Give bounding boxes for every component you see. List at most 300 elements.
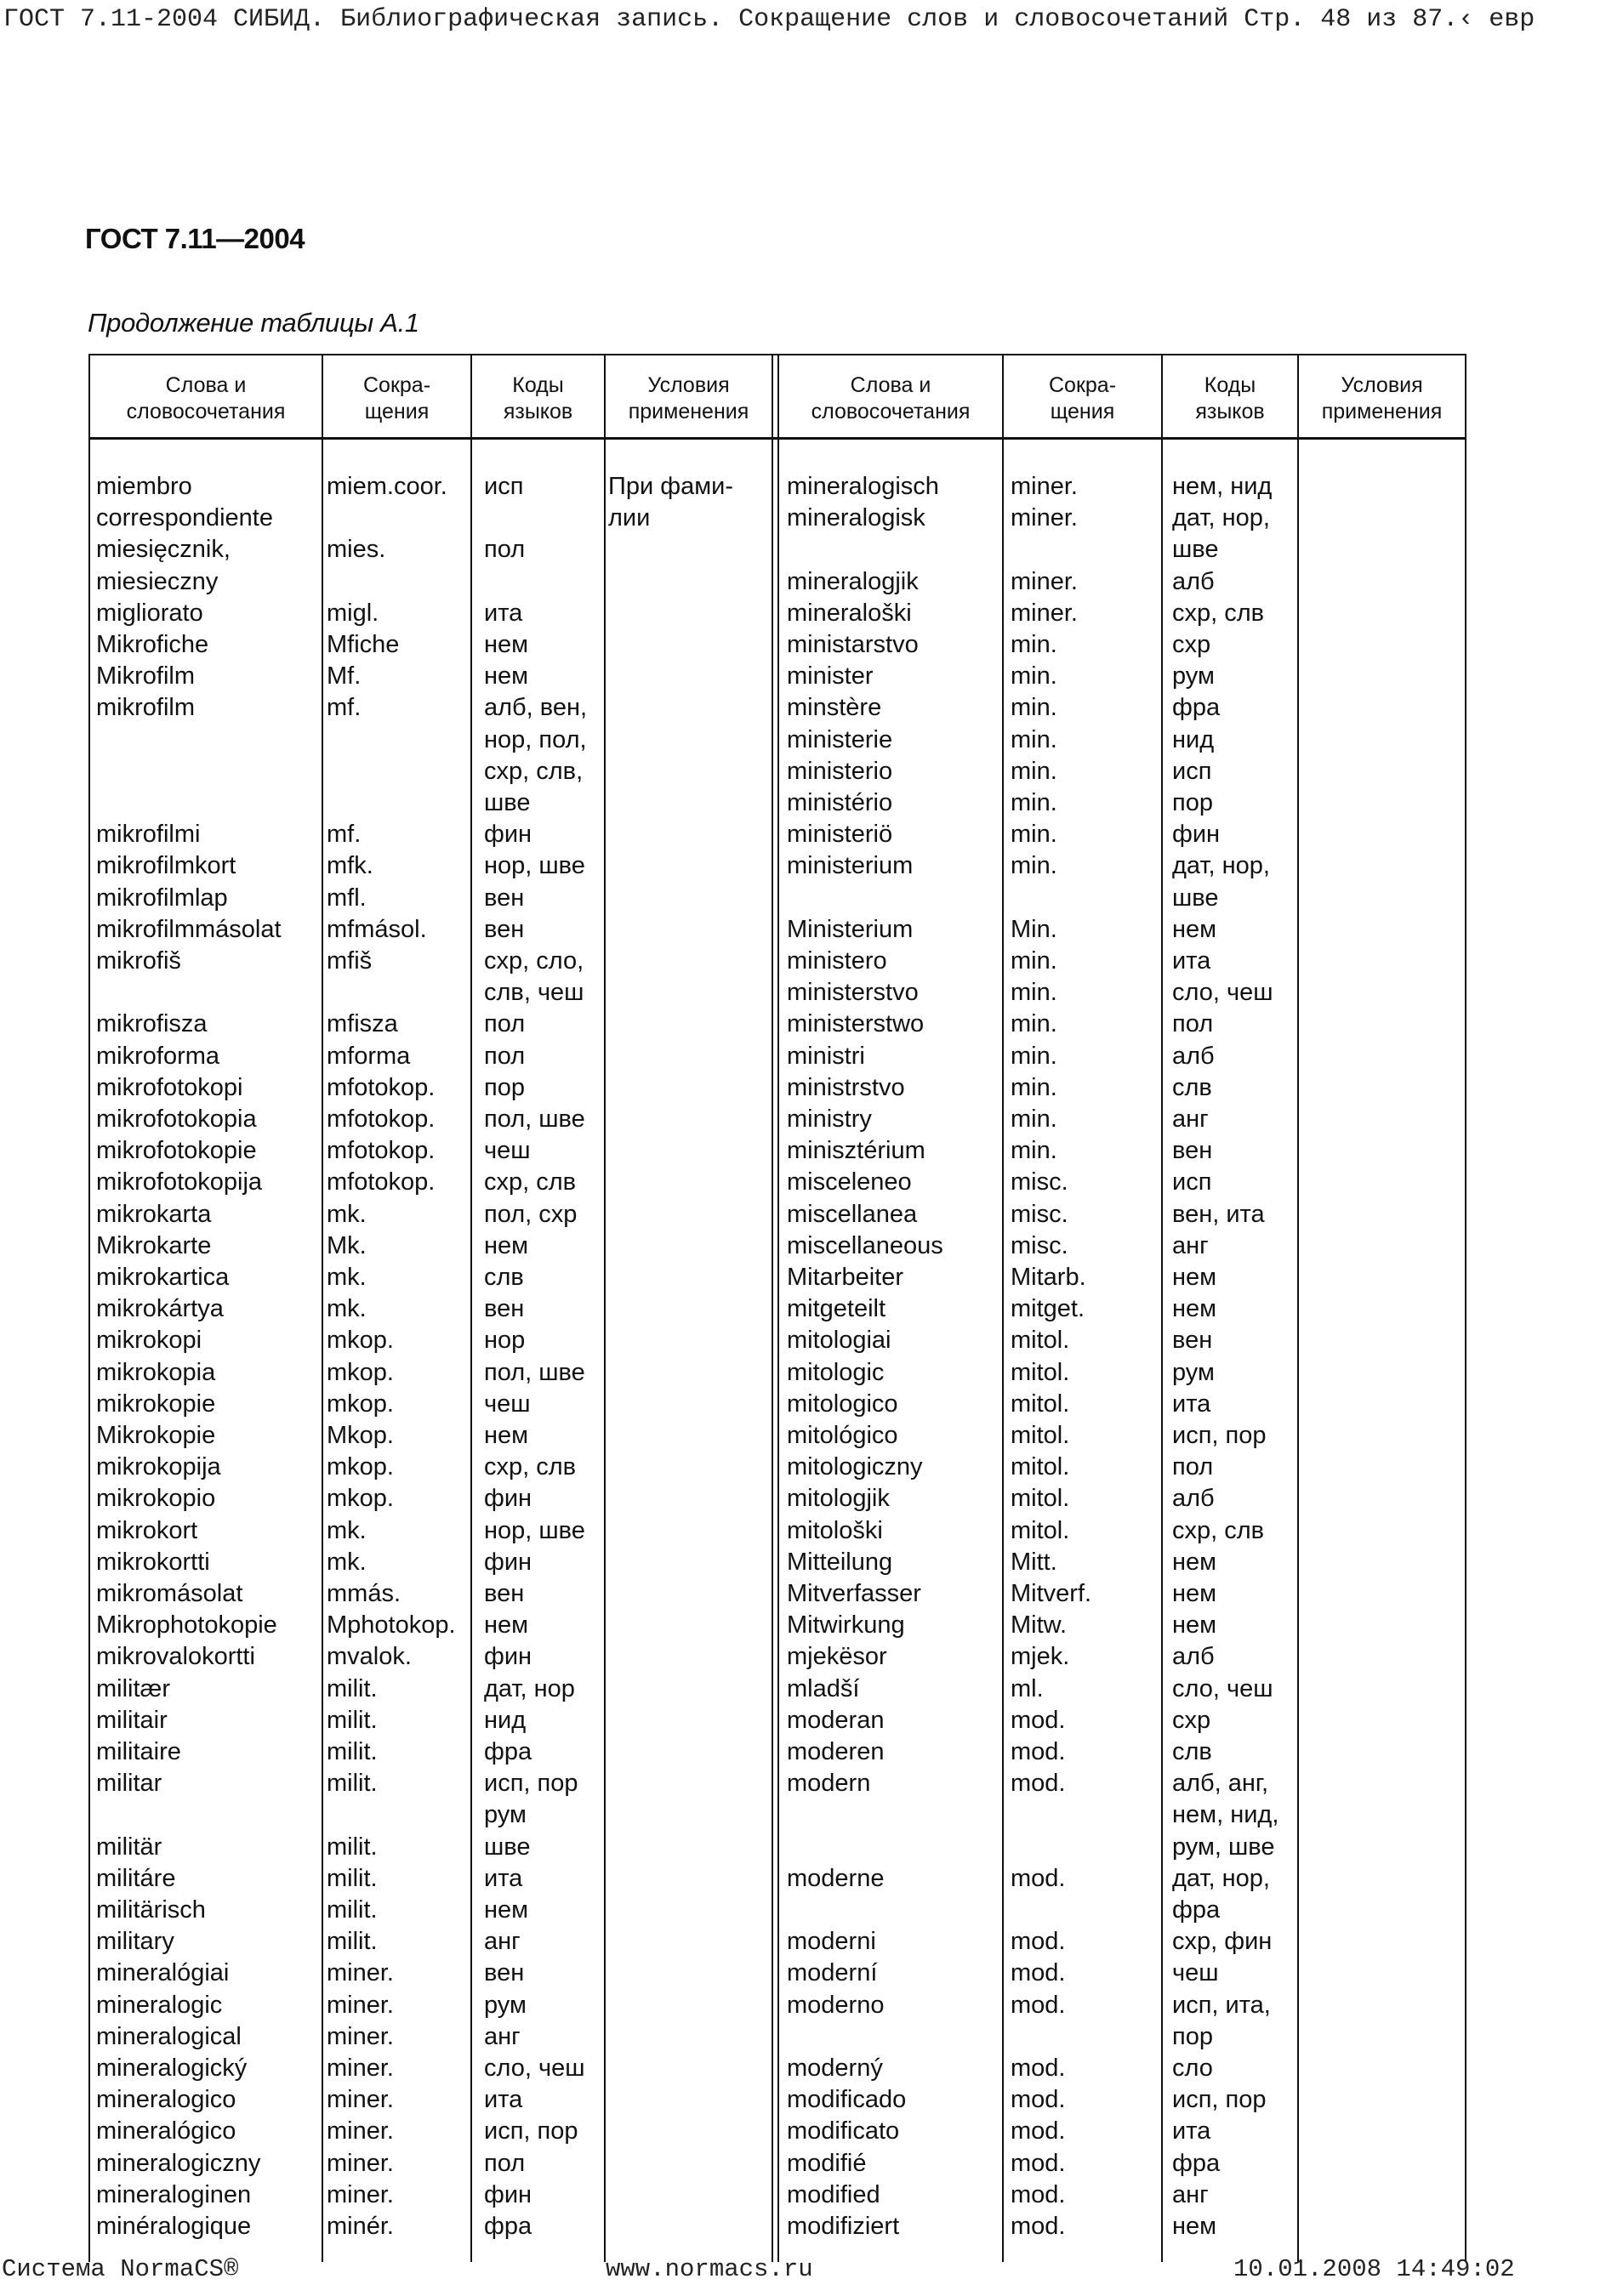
cell-word-right: Mitarbeiter xyxy=(787,1264,903,1291)
cell-lang-codes-left: нид xyxy=(484,1706,527,1734)
cell-lang-codes-left: нем xyxy=(484,1896,529,1924)
cell-lang-codes-left: нем xyxy=(484,1231,529,1259)
table-row xyxy=(0,1958,1623,1989)
table-row xyxy=(0,1135,1623,1167)
table-row xyxy=(0,1578,1623,1610)
cell-lang-codes-right: вен xyxy=(1172,1137,1213,1165)
table-row xyxy=(0,1167,1623,1198)
cell-lang-codes-right: нем, нид xyxy=(1172,473,1273,500)
cell-abbrev-left: mf. xyxy=(327,821,362,849)
cell-abbrev-right: mod. xyxy=(1011,2149,1066,2177)
cell-word-right: mitologjik xyxy=(787,1485,890,1513)
cell-word-right: mitológico xyxy=(787,1422,898,1449)
cell-word-left: mikrofilmlap xyxy=(96,884,228,912)
cell-lang-codes-right: ита xyxy=(1172,947,1211,975)
cell-lang-codes-right: дат, нор, xyxy=(1172,504,1270,532)
cell-abbrev-right: mod. xyxy=(1011,2213,1066,2240)
cell-abbrev-right: min. xyxy=(1011,1073,1057,1101)
cell-abbrev-right: misc. xyxy=(1011,1200,1068,1228)
cell-word-left: mikrokopija xyxy=(96,1453,221,1481)
document-code: ГОСТ 7.11—2004 xyxy=(85,223,305,254)
table-row xyxy=(0,1799,1623,1831)
cell-abbrev-right: min. xyxy=(1011,979,1057,1007)
cell-abbrev-left: mfiš xyxy=(327,947,373,975)
cell-word-right: mitgeteilt xyxy=(787,1295,886,1323)
cell-word-right: mladší xyxy=(787,1674,860,1702)
cell-abbrev-right: Mitw. xyxy=(1011,1611,1068,1640)
table-row xyxy=(0,1262,1623,1293)
cell-abbrev-left: mk. xyxy=(327,1200,367,1228)
cell-word-right: minister xyxy=(787,662,874,691)
cell-lang-codes-right: алб xyxy=(1172,1485,1215,1513)
cell-lang-codes-left: фра xyxy=(484,1738,532,1765)
cell-abbrev-left: mk. xyxy=(327,1516,367,1544)
cell-conditions-left: При фами- xyxy=(608,473,734,500)
cell-abbrev-left: migl. xyxy=(327,599,379,627)
cell-abbrev-left: milit. xyxy=(327,1864,378,1892)
cell-lang-codes-left: фин xyxy=(484,1643,532,1671)
cell-word-left: mikrofotokopia xyxy=(96,1105,257,1133)
table-row xyxy=(0,725,1623,756)
table-row xyxy=(0,1832,1623,1863)
cell-lang-codes-left: рум xyxy=(484,1991,527,2019)
cell-abbrev-left: mk. xyxy=(327,1295,367,1323)
cell-lang-codes-left: шве xyxy=(484,1833,531,1861)
cell-lang-codes-right: ита xyxy=(1172,2117,1211,2145)
cell-lang-codes-right: пор xyxy=(1172,2022,1213,2050)
cell-word-right: mitologiczny xyxy=(787,1453,923,1481)
cell-lang-codes-left: схр, слв xyxy=(484,1453,577,1481)
cell-word-left: militärisch xyxy=(96,1896,206,1924)
cell-abbrev-left: miner. xyxy=(327,1959,394,1987)
cell-word-right: mineraloški xyxy=(787,599,912,627)
cell-word-right: mineralogjik xyxy=(787,567,919,595)
cell-lang-codes-left: слв, чеш xyxy=(484,979,584,1007)
table-row xyxy=(0,566,1623,598)
cell-abbrev-right: miner. xyxy=(1011,599,1078,627)
cell-lang-codes-right: пол xyxy=(1172,1453,1214,1481)
cell-lang-codes-left: дат, нор xyxy=(484,1674,575,1702)
cell-abbrev-right: min. xyxy=(1011,757,1057,785)
table-row xyxy=(0,1515,1623,1547)
cell-lang-codes-right: ита xyxy=(1172,1390,1211,1418)
cell-abbrev-left: mfisza xyxy=(327,1010,398,1038)
cell-lang-codes-right: нем xyxy=(1172,1295,1217,1323)
cell-abbrev-left: mfotokop. xyxy=(327,1137,436,1165)
cell-lang-codes-right: слв xyxy=(1172,1738,1212,1765)
cell-abbrev-left: miner. xyxy=(327,2180,394,2208)
cell-lang-codes-right: нем xyxy=(1172,1548,1217,1576)
cell-word-right: moderen xyxy=(787,1738,885,1765)
cell-lang-codes-left: анг xyxy=(484,1928,521,1956)
cell-abbrev-left: milit. xyxy=(327,1770,378,1798)
cell-abbrev-left: miner. xyxy=(327,1991,394,2019)
cell-abbrev-left: miner. xyxy=(327,2054,394,2082)
cell-word-right: ministry xyxy=(787,1105,872,1133)
cell-word-left: mineralógico xyxy=(96,2117,236,2145)
cell-word-right: moderno xyxy=(787,1991,885,2019)
cell-word-right: misceleneo xyxy=(787,1168,912,1196)
cell-abbrev-right: mod. xyxy=(1011,2054,1066,2082)
cell-abbrev-left: milit. xyxy=(327,1928,378,1956)
cell-lang-codes-right: алб, анг, xyxy=(1172,1770,1269,1798)
table-row xyxy=(0,1863,1623,1895)
cell-lang-codes-left: пол, шве xyxy=(484,1105,585,1133)
cell-abbrev-right: mod. xyxy=(1011,1770,1066,1798)
cell-word-right: modifiziert xyxy=(787,2213,900,2240)
cell-word-left: militáre xyxy=(96,1864,176,1892)
cell-word-right: moderne xyxy=(787,1864,885,1892)
cell-lang-codes-left: чеш xyxy=(484,1390,531,1418)
table-row xyxy=(0,1768,1623,1799)
cell-word-right: ministrstvo xyxy=(787,1073,905,1101)
cell-abbrev-right: mitol. xyxy=(1011,1327,1070,1355)
cell-word-right: ministri xyxy=(787,1042,865,1070)
cell-abbrev-left: mkop. xyxy=(327,1453,394,1481)
table-row xyxy=(0,1072,1623,1104)
table-row xyxy=(0,756,1623,787)
cell-lang-codes-left: нор, шве xyxy=(484,1516,585,1544)
table-row xyxy=(0,1547,1623,1578)
cell-word-right: modifié xyxy=(787,2149,867,2177)
cell-lang-codes-right: вен xyxy=(1172,1327,1213,1355)
cell-lang-codes-left: вен xyxy=(484,915,525,943)
cell-abbrev-right: mod. xyxy=(1011,1706,1066,1734)
footer-system-name: Система NormaCS® xyxy=(2,2255,239,2283)
table-caption: Продолжение таблицы А.1 xyxy=(88,308,419,338)
table-row xyxy=(0,692,1623,724)
cell-word-left: miesieczny xyxy=(96,567,219,595)
cell-lang-codes-left: схр, слв, xyxy=(484,757,584,785)
table-row xyxy=(0,471,1623,503)
cell-lang-codes-left: фин xyxy=(484,2180,532,2208)
cell-word-left: mikrokarta xyxy=(96,1200,212,1228)
cell-abbrev-left: miem.coor. xyxy=(327,473,447,500)
cell-lang-codes-right: нем xyxy=(1172,915,1217,943)
cell-lang-codes-right: фра xyxy=(1172,2149,1221,2177)
cell-lang-codes-left: чеш xyxy=(484,1137,531,1165)
cell-word-left: migliorato xyxy=(96,599,203,627)
table-row xyxy=(0,1199,1623,1230)
cell-lang-codes-right: шве xyxy=(1172,536,1219,564)
cell-abbrev-left: minér. xyxy=(327,2213,394,2240)
cell-lang-codes-right: дат, нор, xyxy=(1172,1864,1270,1892)
table-row xyxy=(0,2021,1623,2053)
cell-lang-codes-left: пол, схр xyxy=(484,1200,578,1228)
cell-lang-codes-right: рум xyxy=(1172,1358,1215,1386)
cell-lang-codes-right: исп, пор xyxy=(1172,1422,1267,1449)
cell-lang-codes-right: пол xyxy=(1172,1010,1214,1038)
cell-word-right: Mitteilung xyxy=(787,1548,893,1576)
table-row xyxy=(0,819,1623,850)
cell-abbrev-right: min. xyxy=(1011,662,1057,691)
running-header: ГОСТ 7.11-2004 СИБИД. Библиографическая запись. Сокращение слов и словосочетаний Стр. 48 из 87.‹ евр xyxy=(3,5,1535,34)
cell-abbrev-left: miner. xyxy=(327,2149,394,2177)
cell-lang-codes-left: пол, шве xyxy=(484,1358,585,1386)
cell-word-right: mineralogisk xyxy=(787,504,925,532)
cell-lang-codes-left: пол xyxy=(484,1042,526,1070)
table-row xyxy=(0,1357,1623,1389)
footer-website: www.normacs.ru xyxy=(606,2255,813,2283)
cell-abbrev-right: min. xyxy=(1011,1137,1057,1165)
cell-lang-codes-left: фин xyxy=(484,1548,532,1576)
cell-lang-codes-right: вен, ита xyxy=(1172,1200,1265,1228)
cell-lang-codes-left: вен xyxy=(484,884,525,912)
cell-lang-codes-left: исп, пор xyxy=(484,1770,578,1798)
column-header: Условия применения xyxy=(1321,373,1443,423)
cell-abbrev-left: mfotokop. xyxy=(327,1073,436,1101)
cell-lang-codes-left: фин xyxy=(484,821,532,849)
cell-abbrev-left: Mkop. xyxy=(327,1422,394,1449)
cell-abbrev-left: milit. xyxy=(327,1833,378,1861)
cell-word-right: ministerstvo xyxy=(787,979,919,1007)
table-row xyxy=(0,1895,1623,1926)
cell-lang-codes-right: слв xyxy=(1172,1073,1212,1101)
cell-abbrev-right: mod. xyxy=(1011,2180,1066,2208)
cell-abbrev-right: mod. xyxy=(1011,1959,1066,1987)
cell-lang-codes-left: нор xyxy=(484,1327,526,1355)
cell-word-left: mineraloginen xyxy=(96,2180,252,2208)
cell-word-left: military xyxy=(96,1928,174,1956)
cell-abbrev-right: miner. xyxy=(1011,567,1078,595)
cell-word-left: mikrovalokortti xyxy=(96,1643,255,1671)
cell-lang-codes-right: алб xyxy=(1172,1042,1215,1070)
table-row xyxy=(0,661,1623,692)
table-row xyxy=(0,1325,1623,1356)
cell-abbrev-right: mitol. xyxy=(1011,1390,1070,1418)
cell-lang-codes-right: нем xyxy=(1172,1264,1217,1291)
cell-abbrev-right: mod. xyxy=(1011,2117,1066,2145)
table-row xyxy=(0,2053,1623,2084)
table-row xyxy=(0,1990,1623,2021)
table-row xyxy=(0,1009,1623,1040)
cell-abbrev-right: mitol. xyxy=(1011,1422,1070,1449)
cell-abbrev-right: mitol. xyxy=(1011,1485,1070,1513)
cell-word-right: Ministerium xyxy=(787,915,914,943)
cell-word-right: ministeriö xyxy=(787,821,893,849)
cell-lang-codes-left: вен xyxy=(484,1959,525,1987)
cell-word-left: Mikrofilm xyxy=(96,662,195,691)
cell-lang-codes-right: нем, нид, xyxy=(1172,1801,1279,1829)
cell-word-left: mikrokártya xyxy=(96,1295,224,1323)
cell-abbrev-left: Mf. xyxy=(327,662,362,691)
cell-word-right: ministarstvo xyxy=(787,631,919,658)
cell-word-right: ministerie xyxy=(787,725,893,753)
cell-abbrev-right: min. xyxy=(1011,852,1057,880)
table-row xyxy=(0,598,1623,629)
cell-lang-codes-left: нем xyxy=(484,662,529,691)
cell-abbrev-left: mfl. xyxy=(327,884,367,912)
cell-abbrev-left: milit. xyxy=(327,1674,378,1702)
cell-lang-codes-right: исп xyxy=(1172,1168,1212,1196)
cell-lang-codes-left: сло, чеш xyxy=(484,2054,585,2082)
cell-lang-codes-left: шве xyxy=(484,789,531,816)
cell-word-left: mikrofilmi xyxy=(96,821,201,849)
cell-word-left: correspondiente xyxy=(96,504,273,532)
table-row xyxy=(0,787,1623,819)
cell-word-left: mikrokartica xyxy=(96,1264,230,1291)
cell-abbrev-right: mod. xyxy=(1011,1928,1066,1956)
cell-abbrev-left: milit. xyxy=(327,1896,378,1924)
cell-word-left: militaire xyxy=(96,1738,181,1765)
cell-word-left: mikrofiš xyxy=(96,947,181,975)
cell-word-right: ministerstwo xyxy=(787,1010,925,1038)
cell-abbrev-left: Mfiche xyxy=(327,631,400,658)
cell-abbrev-right: mitol. xyxy=(1011,1516,1070,1544)
table-row xyxy=(0,1736,1623,1768)
table-row xyxy=(0,1926,1623,1958)
cell-abbrev-left: mvalok. xyxy=(327,1643,412,1671)
table-row xyxy=(0,946,1623,977)
cell-abbrev-left: mkop. xyxy=(327,1327,394,1355)
cell-abbrev-right: min. xyxy=(1011,947,1057,975)
cell-word-left: mikrofotokopija xyxy=(96,1168,263,1196)
cell-word-left: Mikrophotokopie xyxy=(96,1611,277,1640)
cell-lang-codes-right: схр xyxy=(1172,631,1211,658)
cell-abbrev-left: mk. xyxy=(327,1264,367,1291)
cell-lang-codes-left: анг xyxy=(484,2022,521,2050)
cell-word-right: mitologiai xyxy=(787,1327,891,1355)
cell-word-left: mikrofilmmásolat xyxy=(96,915,282,943)
cell-word-right: miscellaneous xyxy=(787,1231,943,1259)
footer-timestamp: 10.01.2008 14:49:02 xyxy=(1233,2255,1515,2283)
cell-word-left: miembro xyxy=(96,473,192,500)
cell-lang-codes-right: нем xyxy=(1172,1580,1217,1607)
table-row xyxy=(0,1389,1623,1420)
cell-word-left: Mikrokarte xyxy=(96,1231,212,1259)
table-row xyxy=(0,1293,1623,1325)
cell-word-left: mikrofisza xyxy=(96,1010,208,1038)
cell-lang-codes-left: фра xyxy=(484,2213,532,2240)
cell-word-left: Mikrofiche xyxy=(96,631,209,658)
cell-abbrev-right: mitget. xyxy=(1011,1295,1085,1323)
cell-lang-codes-right: алб xyxy=(1172,1643,1215,1671)
column-header: Слова и словосочетания xyxy=(811,373,971,423)
cell-word-left: militær xyxy=(96,1674,170,1702)
cell-word-right: mineralogisch xyxy=(787,473,939,500)
cell-abbrev-right: mod. xyxy=(1011,1991,1066,2019)
cell-abbrev-right: miner. xyxy=(1011,473,1078,500)
cell-word-left: mikromásolat xyxy=(96,1580,243,1607)
cell-lang-codes-right: анг xyxy=(1172,2180,1209,2208)
cell-word-right: mjekësor xyxy=(787,1643,887,1671)
column-header: Коды языков xyxy=(1195,373,1265,423)
cell-lang-codes-left: алб, вен, xyxy=(484,694,588,722)
cell-lang-codes-left: схр, слв xyxy=(484,1168,577,1196)
column-header: Слова и словосочетания xyxy=(126,373,286,423)
cell-conditions-left: лии xyxy=(608,504,651,532)
table-row xyxy=(0,1610,1623,1641)
cell-abbrev-left: milit. xyxy=(327,1738,378,1765)
cell-abbrev-left: mfotokop. xyxy=(327,1168,436,1196)
cell-word-left: mineralogický xyxy=(96,2054,248,2082)
table-row xyxy=(0,1452,1623,1483)
cell-lang-codes-left: пол xyxy=(484,1010,526,1038)
cell-abbrev-left: mfmásol. xyxy=(327,915,427,943)
table-row xyxy=(0,914,1623,946)
cell-word-left: militair xyxy=(96,1706,168,1734)
cell-lang-codes-left: фин xyxy=(484,1485,532,1513)
cell-word-right: mitologic xyxy=(787,1358,885,1386)
cell-lang-codes-left: схр, сло, xyxy=(484,947,584,975)
cell-abbrev-left: mfotokop. xyxy=(327,1105,436,1133)
cell-word-right: modificato xyxy=(787,2117,900,2145)
table-row xyxy=(0,1641,1623,1673)
cell-lang-codes-left: нор, пол, xyxy=(484,725,587,753)
table-row xyxy=(0,1705,1623,1736)
cell-lang-codes-right: исп, пор xyxy=(1172,2086,1267,2114)
cell-word-left: mineralogiczny xyxy=(96,2149,261,2177)
cell-word-left: mikrokopio xyxy=(96,1485,216,1513)
cell-lang-codes-left: вен xyxy=(484,1295,525,1323)
cell-abbrev-right: min. xyxy=(1011,694,1057,722)
cell-lang-codes-right: анг xyxy=(1172,1105,1209,1133)
cell-abbrev-right: min. xyxy=(1011,1042,1057,1070)
cell-abbrev-right: mod. xyxy=(1011,2086,1066,2114)
cell-abbrev-right: min. xyxy=(1011,821,1057,849)
cell-abbrev-right: ml. xyxy=(1011,1674,1044,1702)
table-row xyxy=(0,2116,1623,2147)
cell-word-left: mineralogic xyxy=(96,1991,223,2019)
cell-lang-codes-left: нем xyxy=(484,1611,529,1640)
cell-lang-codes-left: ита xyxy=(484,599,523,627)
cell-abbrev-left: Mphotokop. xyxy=(327,1611,456,1640)
cell-lang-codes-right: исп, ита, xyxy=(1172,1991,1271,2019)
cell-abbrev-left: mkop. xyxy=(327,1358,394,1386)
table-row xyxy=(0,2148,1623,2179)
cell-abbrev-right: mitol. xyxy=(1011,1358,1070,1386)
table-row xyxy=(0,2084,1623,2116)
cell-word-left: minéralogique xyxy=(96,2213,252,2240)
cell-word-right: moderný xyxy=(787,2054,883,2082)
cell-word-right: ministero xyxy=(787,947,887,975)
cell-word-right: modern xyxy=(787,1770,871,1798)
table-row xyxy=(0,883,1623,914)
cell-abbrev-right: Mitt. xyxy=(1011,1548,1057,1576)
cell-lang-codes-right: схр, слв xyxy=(1172,599,1265,627)
cell-word-right: ministério xyxy=(787,789,893,816)
table-row xyxy=(0,534,1623,565)
column-header: Коды языков xyxy=(503,373,573,423)
cell-word-left: mineralogico xyxy=(96,2086,236,2114)
cell-lang-codes-left: вен xyxy=(484,1580,525,1607)
table-row xyxy=(0,2179,1623,2211)
cell-lang-codes-right: сло, чеш xyxy=(1172,1674,1273,1702)
cell-word-right: Mitwirkung xyxy=(787,1611,905,1640)
cell-abbrev-right: mod. xyxy=(1011,1864,1066,1892)
cell-lang-codes-left: нем xyxy=(484,631,529,658)
table-row xyxy=(0,503,1623,534)
cell-word-right: ministerium xyxy=(787,852,914,880)
cell-abbrev-left: mforma xyxy=(327,1042,411,1070)
cell-word-left: mikrofotokopie xyxy=(96,1137,257,1165)
cell-word-left: mikrofotokopi xyxy=(96,1073,243,1101)
cell-abbrev-left: miner. xyxy=(327,2022,394,2050)
cell-lang-codes-right: схр xyxy=(1172,1706,1211,1734)
cell-lang-codes-right: нем xyxy=(1172,2213,1217,2240)
cell-abbrev-right: min. xyxy=(1011,789,1057,816)
table-row xyxy=(0,629,1623,661)
table-row xyxy=(0,977,1623,1009)
cell-abbrev-left: miner. xyxy=(327,2117,394,2145)
cell-word-right: modificado xyxy=(787,2086,907,2114)
header-rule xyxy=(88,437,1466,440)
cell-word-left: mineralógiai xyxy=(96,1959,230,1987)
cell-word-right: miscellanea xyxy=(787,1200,918,1228)
table-row xyxy=(0,1041,1623,1072)
cell-abbrev-left: mmás. xyxy=(327,1580,401,1607)
column-header: Условия применения xyxy=(628,373,749,423)
